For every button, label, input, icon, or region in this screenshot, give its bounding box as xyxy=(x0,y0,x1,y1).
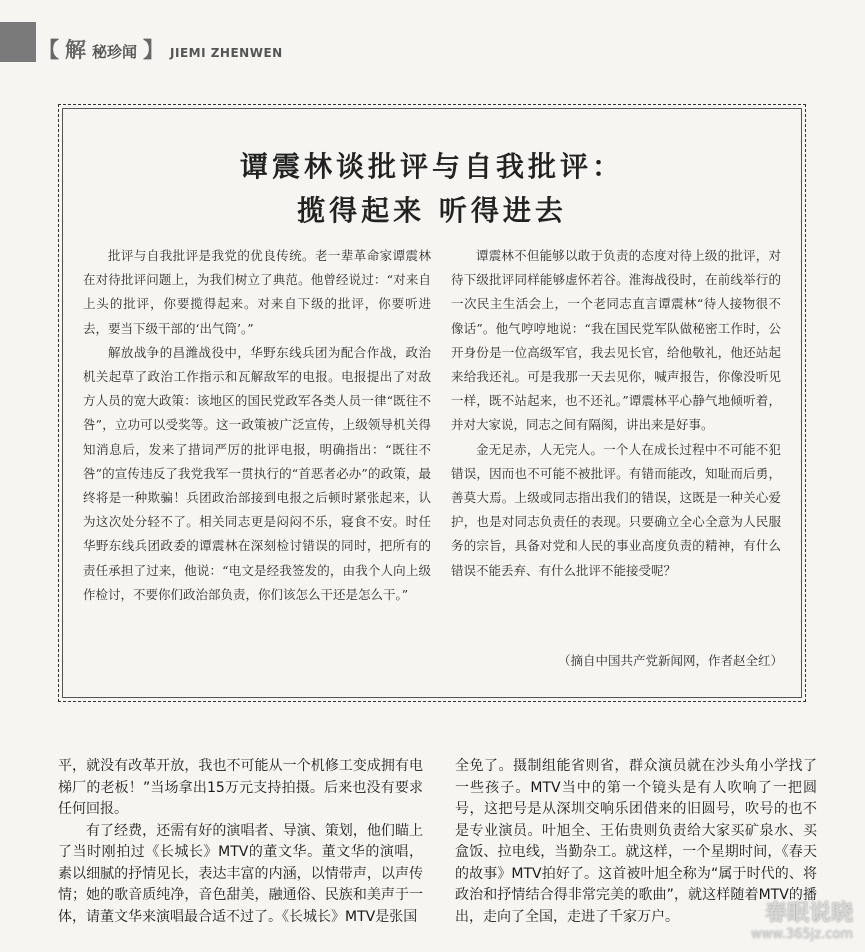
paragraph: 金无足赤，人无完人。一个人在成长过程中不可能不犯错误，因而也不可能不被批评。有错而能改，知耻而后勇，善莫大焉。上级或同志指出我们的错误，这既是一种关心爱护，也是对同志负责任的表现。只要确立全心全意为人民服务的宗旨，具备对党和人民的事业高度负责的精神，有什么错误不能丢弃、有什么批评不能接受呢？ xyxy=(451,441,781,578)
article-box xyxy=(58,104,806,702)
paragraph: 谭震林不但能够以敢于负责的态度对待上级的批评，对待下级批评同样能够虚怀若谷。淮海战役时，在前线举行的一次民主生活会上，一个老同志直言谭震林“待人接物很不像话”。他气哼哼地说：“我在国民党军队做秘密工作时，公开身份是一位高级军官，我去见长官，给他敬礼，他还站起来给我还礼。可是我那一天去见你，喊声报告，你像没听见一样，既不站起来，也不还礼。”谭震林平心静气地倾听着，并对大家说，同志之间有隔阂，讲出来是好事。 xyxy=(451,248,781,433)
paragraph: 解放战争的昌潍战役中，华野东线兵团为配合作战，政治机关起草了政治工作指示和瓦解敌军的电报。电报提出了对敌方人员的宽大政策：该地区的国民党政军各类人员一律“既往不咎”，立功可以受奖等。这一政策被广泛宣传，上级领导机关得知消息后，发来了措词严厉的批评电报，明确指出：“既往不咎”的宣传违反了我党我军一贯执行的“首恶者必办”的政策，最终将是一种欺骗！兵团政治部接到电报之后顿时紧张起来，认为这次处分轻不了。相关同志更是闷闷不乐，寝食不安。时任华野东线兵团政委的谭震林在深刻检讨错误的同时，把所有的责任承担了过来，他说：“电文是经我签发的，由我个人向上级作检讨，不要你们政治部负责，你们该怎么干还是怎么干。” xyxy=(83,344,431,602)
paragraph: 全免了。摄制组能省则省，群众演员就在沙头角小学找了一些孩子。MTV当中的第一个镜头是有人吹响了一把圆号，这把号是从深圳交响乐团借来的旧圆号，吹号的也不是专业演员。叶旭全、王佑贵则负责给大家买矿泉水、买盒饭、拉电线，当勤杂工。就这样，一个星期时间，《春天的故事》MTV拍好了。这首被叶旭全称为“属于时代的、将政治和抒情结合得非常完美的歌曲”，就这样随着MTV的播出，走向了全国，走进了千家万户。 xyxy=(455,758,817,925)
header-bracket-close: 】 xyxy=(143,38,165,62)
paragraph: 平，就没有改革开放，我也不可能从一个机修工变成拥有电梯厂的老板！”当场拿出15万元支持拍摄。后来也没有要求任何回报。 xyxy=(58,758,423,817)
paragraph: 有了经费，还需有好的演唱者、导演、策划，他们瞄上了当时刚拍过《长城长》MTV的董文华。董文华的演唱，素以细腻的抒情见长，表达丰富的内涵，以情带声，以声传情；她的歌音质纯净，音色甜美，融通俗、民族和美声于一体，请董文华来演唱最合适不过了。《长城长》MTV是张国 xyxy=(58,822,423,925)
section-tab xyxy=(0,22,36,62)
watermark-url: www.365jz.com xyxy=(751,927,853,942)
header-char-big: 解 xyxy=(65,38,86,62)
watermark-logo: 春眠说晓 xyxy=(764,901,853,926)
article-title-line1: 谭震林谈批评与自我批评： xyxy=(239,150,624,183)
bottom-column-left xyxy=(58,756,423,928)
paragraph: 批评与自我批评是我党的优良传统。老一辈革命家谭震林在对待批评问题上，为我们树立了典范。他曾经说过：“对来自上头的批评，你要揽得起来。对来自下级的批评，你要听进去，要当下级干部的‘出气筒’。” xyxy=(83,248,431,336)
article-title-line2: 揽得起来 听得进去 xyxy=(297,194,567,227)
article-column-right xyxy=(451,244,781,583)
article-source: （摘自中国共产党新闻网，作者赵全红） xyxy=(557,653,783,668)
header-bracket-open: 【 xyxy=(38,38,59,62)
article-column-left xyxy=(83,244,431,607)
section-header xyxy=(38,34,283,64)
watermark xyxy=(751,896,853,942)
header-en: JIEMI ZHENWEN xyxy=(170,46,283,60)
header-cn: 秘珍闻 xyxy=(92,43,138,61)
